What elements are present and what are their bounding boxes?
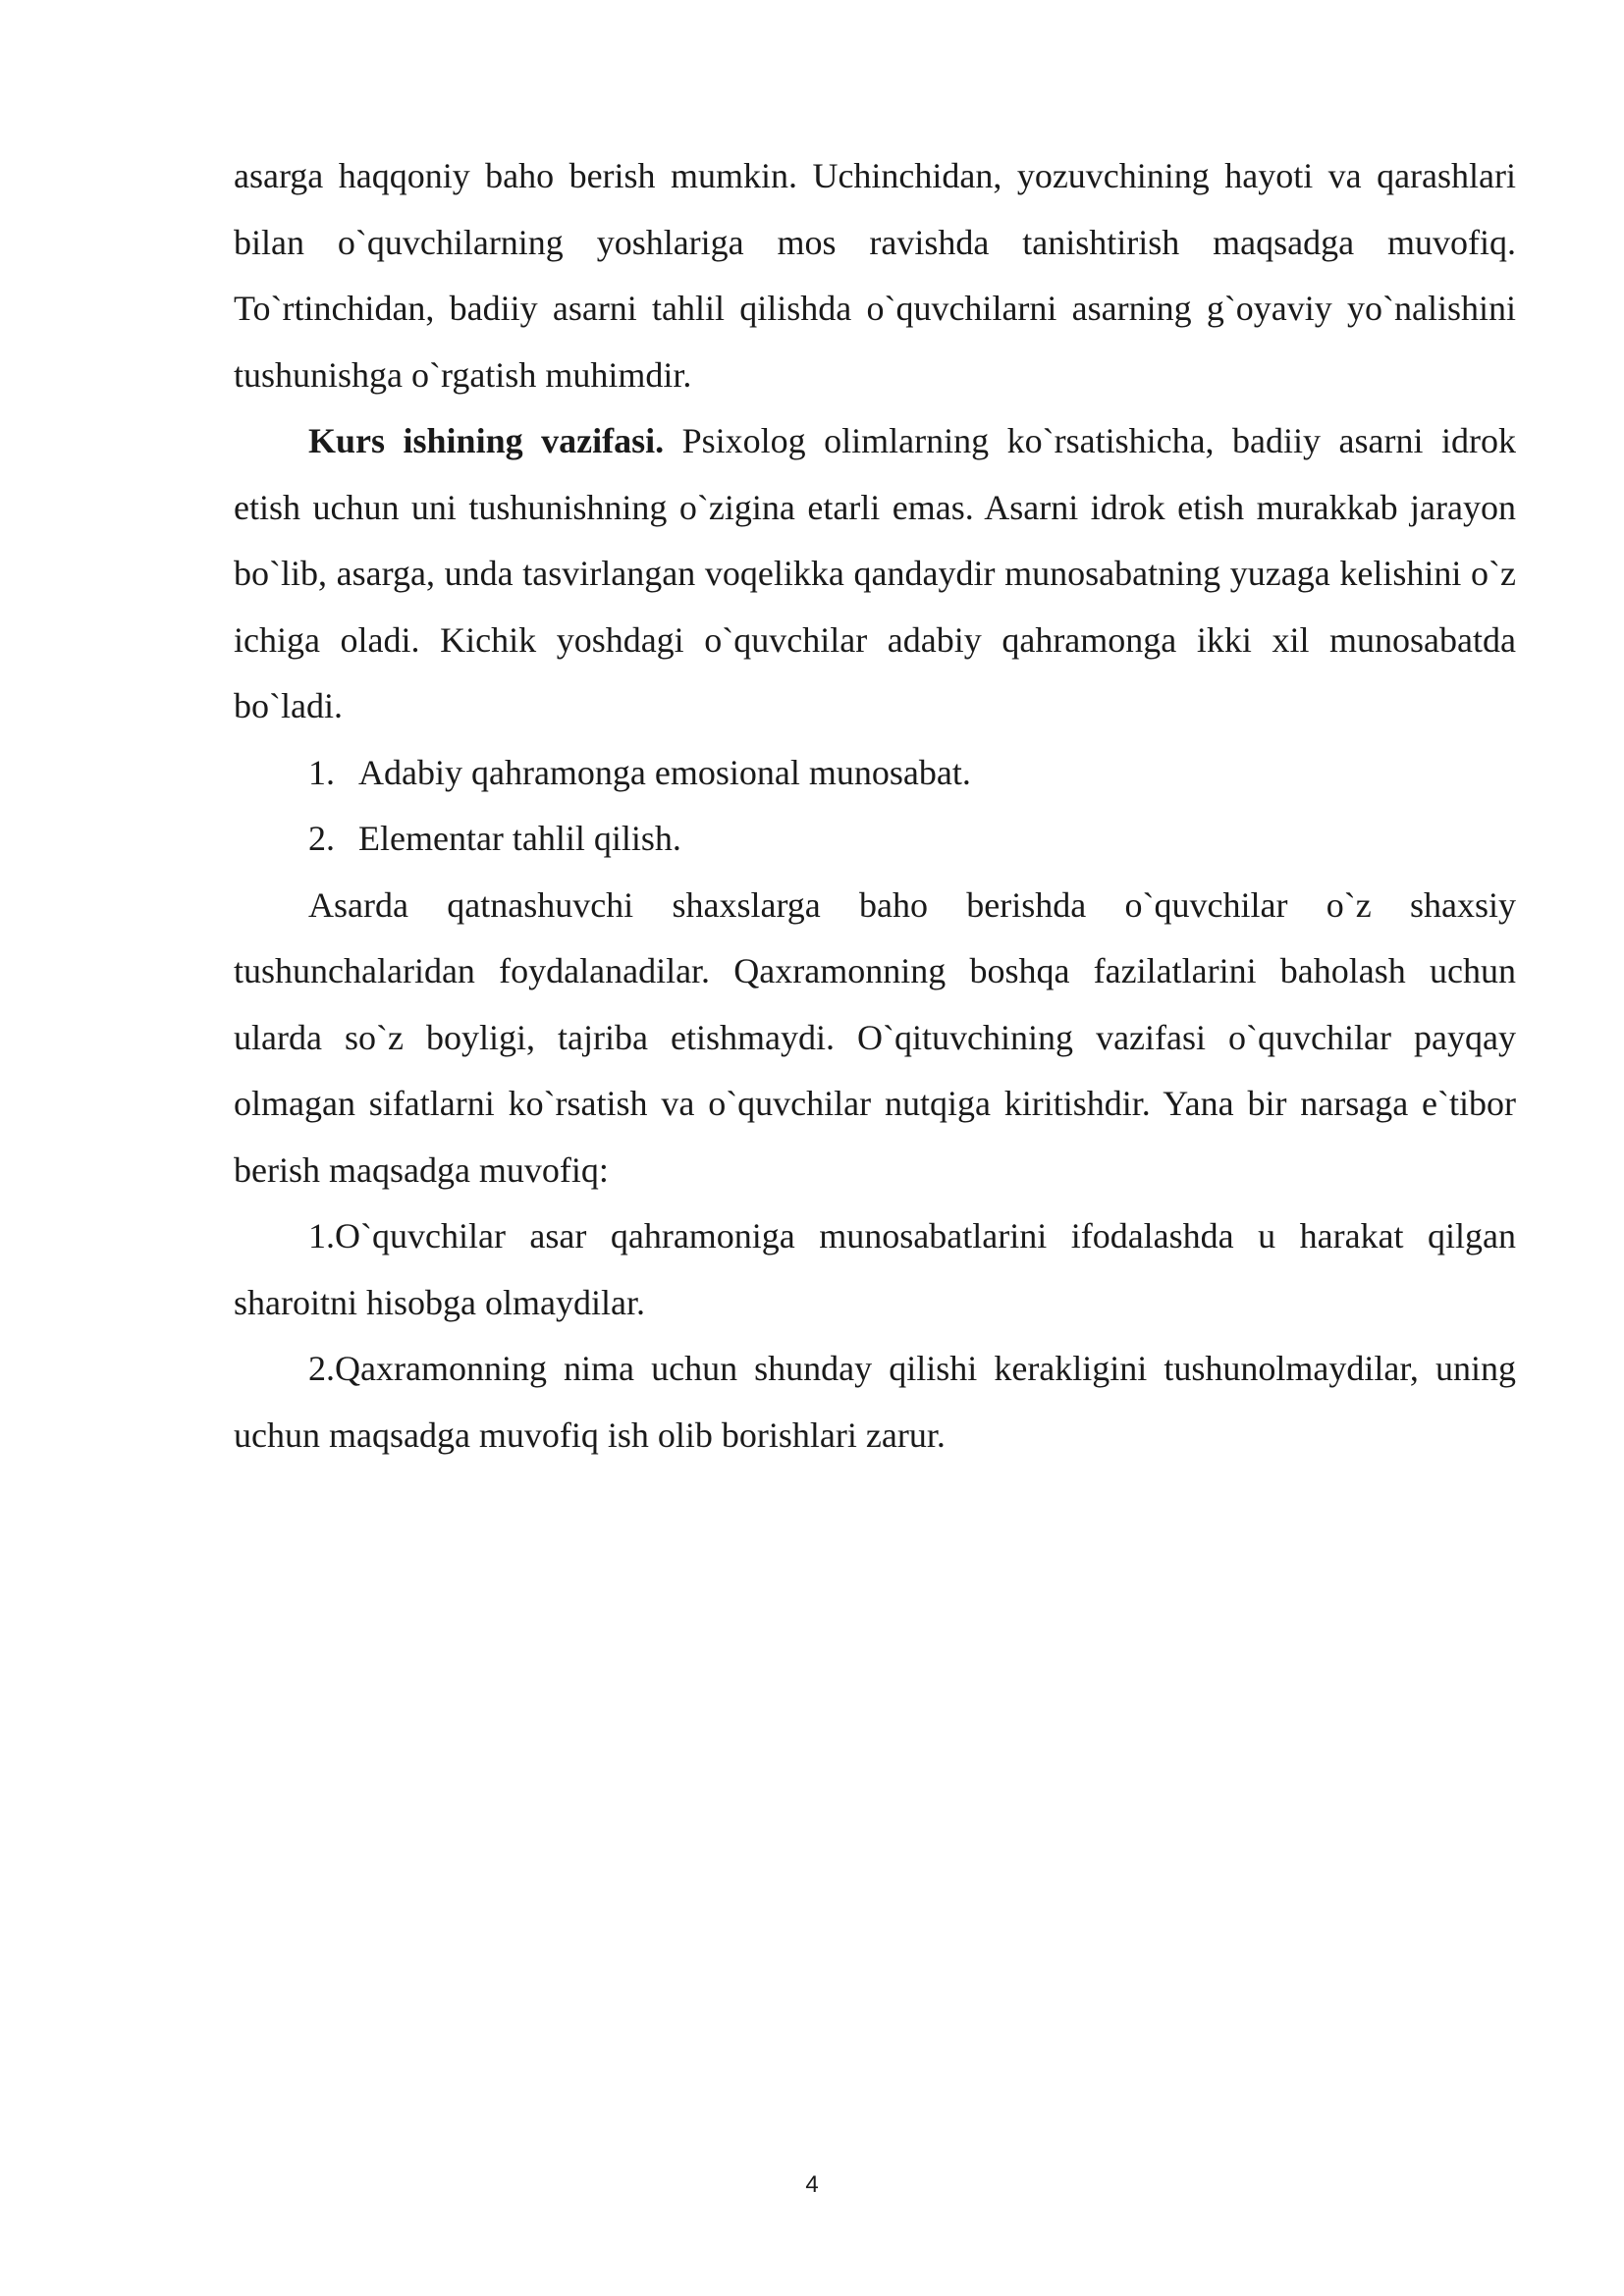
list-item-text: Adabiy qahramonga emosional munosabat. xyxy=(358,752,971,792)
list-item xyxy=(234,740,1516,807)
list-item-text: Elementar tahlil qilish. xyxy=(358,819,681,858)
paragraph-continued: asarga haqqoniy baho berish mumkin. Uchinchidan, yozuvchining hayoti va qarashlari bilan o`quvchilarning yoshlariga mos ravishda tanishtirish maqsadga muvofiq. To`rtinchidan, badiiy asarni tahlil qilishda o`quvchilarni asarning g`oyaviy yo`nalishini tushunishga o`rgatish muhimdir. xyxy=(234,156,1516,395)
list-item xyxy=(234,806,1516,873)
paragraph-task xyxy=(234,408,1516,740)
section-heading: Kurs ishining vazifasi. xyxy=(308,421,665,460)
list-item-number: 2. xyxy=(308,819,335,858)
paragraph-task-body: Psixolog olimlarning ko`rsatishicha, badiiy asarni idrok etish uchun uni tushunishning o`zigina etarli emas. Asarni idrok etish murakkab jarayon bo`lib, asarga, unda tasvirlangan voqelikka qandaydir munosabatning yuzaga kelishini o`z ichiga oladi. Kichik yoshdagi o`quvchilar adabiy qahramonga ikki xil munosabatda bo`ladi. xyxy=(234,421,1516,725)
list-item-number: 1. xyxy=(308,752,335,792)
page-number: 4 xyxy=(805,2171,819,2198)
document-body xyxy=(234,143,1516,1468)
paragraph-point-2: 2.Qaxramonning nima uchun shunday qilishi kerakligini tushunolmaydilar, uning uchun maqsadga muvofiq ish olib borishlari zarur. xyxy=(234,1349,1516,1455)
paragraph-point-1: 1.O`quvchilar asar qahramoniga munosabatlarini ifodalashda u harakat qilgan sharoitni hisobga olmaydilar. xyxy=(234,1216,1516,1322)
paragraph-evaluation: Asarda qatnashuvchi shaxslarga baho berishda o`quvchilar o`z shaxsiy tushunchalaridan foydalanadilar. Qaxramonning boshqa fazilatlarini baholash uchun ularda so`z boyligi, tajriba etishmaydi. O`qituvchining vazifasi o`quvchilar payqay olmagan sifatlarni ko`rsatish va o`quvchilar nutqiga kiritishdir. Yana bir narsaga e`tibor berish maqsadga muvofiq: xyxy=(234,884,1516,1190)
